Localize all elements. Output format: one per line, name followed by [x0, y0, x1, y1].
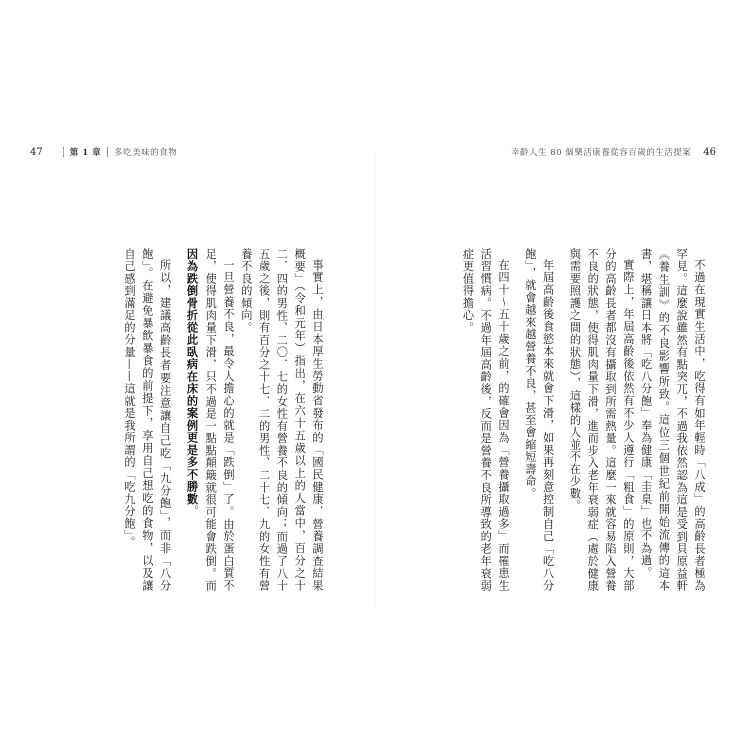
header-divider	[107, 147, 108, 157]
chapter-label: 第 1 章	[69, 148, 102, 158]
paragraph: 所以，建議高齡長者要注意讓自己吃「九分飽」，而非「八分飽」。在避免暴飲暴食的前提下，享用自己想吃的食物，以及讓自己感到滿足的分量——這就是我所謂的「吃九分飽」。	[123, 248, 172, 592]
header-divider	[63, 147, 64, 157]
paragraph	[183, 248, 237, 592]
right-running-header	[511, 144, 716, 160]
right-page-body	[462, 248, 708, 592]
section-title: 多吃美味的食物	[114, 148, 178, 158]
paragraph: 不過在現實生活中，吃得有如年輕時「八成」的高齡長者極為罕見。這麼說雖然有點突兀，不過我依然認為這是受到貝原益軒《養生訓》的不良影響所致。這位三個世紀前開始流傳的這本書，堪稱讓日本將「吃八分飽」奉為健康「圭臬」也不為過。	[639, 248, 706, 592]
left-page-number: 47	[30, 146, 43, 158]
paragraph: 實際上，年屆高齡後依然有不少人遵行「粗食」的原則，大部分的高齡長者都沒有攝取到所需熱量。這麼一來就容易陷入營養不良的狀態，使得肌肉量下滑，進而步入老年衰弱症（處於健康與需要照護之間的狀態），這樣的人並不在少數。	[568, 248, 635, 592]
paragraph-text: 。	[186, 505, 200, 518]
paragraph: 年屆高齡後食慾本來就會下滑，如果再刻意控制自己「吃八分飽」，就會越來越營養不良，甚至會縮短壽命。	[523, 248, 555, 592]
right-page-number: 46	[703, 146, 716, 158]
emphasis-text: 因為跌倒骨折從此臥病在床的案例更是多不勝數	[185, 248, 200, 506]
left-running-header	[30, 144, 177, 160]
paragraph: 在四十～五十歲之前，的確會因為「營養攝取過多」而罹患生活習慣病。不過年屆高齡後，反而是營養不良所導致的老年衰弱症更值得擔心。	[461, 248, 511, 592]
paragraph-text: 一旦營養不良，最令人擔心的就是「跌倒」了。由於蛋白質不足，使得肌肉量下滑，只不過是一點點顛簸就很可能會跌倒。而	[204, 248, 236, 592]
paragraph: 事實上，由日本厚生勞動省發布的「國民健康．營養調查結果概要」（令和元年）指出，在六十五歲以上的人當中，百分之十二．四的男性、二〇．七的女性有營養不良的傾向；而過了八十五歲之後，則有百分之十七．二的男性、二十七．九的女性有營養不良的傾向。	[239, 248, 324, 592]
page-gutter	[374, 150, 376, 610]
left-page-body	[100, 248, 326, 592]
book-title: 幸齡人生 80 個樂活康養從容百歲的生活提案	[511, 148, 692, 158]
